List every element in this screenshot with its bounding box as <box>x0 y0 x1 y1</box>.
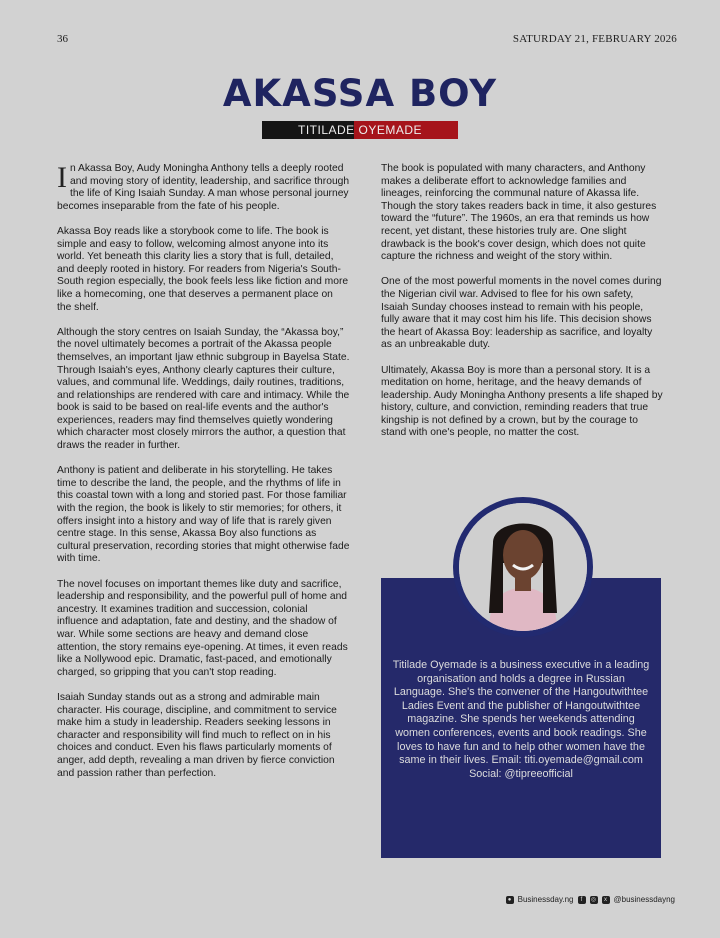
article-title: AKASSA BOY <box>222 72 498 115</box>
paragraph: Ultimately, Akassa Boy is more than a personal story. It is a meditation on home, heritage, and the heavy demands of leadership. Audy Moningha Anthony presents a life shaped by history, culture, and conviction, reminding readers that true kingship is not defined by a crown, but by the courage to stand with one's people, no matter the cost. <box>381 364 663 439</box>
paragraph: The book is populated with many characters, and Anthony makes a deliberate effort to acknowledge families and lineages, reinforcing the communal nature of Akassa life. Though the story takes readers back in time, it also gestures toward the “future”. The 1960s, an era that reminds us how recent, yet distant, these histories truly are. One slight drawback is the book's cover design, which does not quite capture the richness and weight of the story within. <box>381 163 657 263</box>
facebook-icon[interactable]: f <box>578 896 586 904</box>
paragraph: One of the most powerful moments in the novel comes during the Nigerian civil war. Advised to flee for his own safety, Isaiah Sunday chooses instead to remain with his people, fully aware that it may cost him his life. This decision shows the heart of Akassa Boy: leadership as sacrifice, and loyalty as an unbreakable duty. <box>381 276 662 351</box>
x-icon[interactable]: x <box>602 896 610 904</box>
article-column-right <box>381 163 663 453</box>
paragraph: Anthony is patient and deliberate in his storytelling. He takes time to describe the land, the people, and the rhythms of life in this coastal town with a long and storied past. For those familiar with the region, the book is likely to stir memories; for others, it offers insight into a history and way of life that is rarely given centre stage. In this sense, Akassa Boy also functions as cultural preservation, recording stories that might otherwise fade with time. <box>57 465 350 565</box>
footer-website[interactable]: Businessday.ng <box>517 895 574 904</box>
globe-icon: ● <box>506 896 514 904</box>
portrait-illustration <box>459 503 587 631</box>
author-name: TITILADE OYEMADE <box>297 123 423 137</box>
author-bio: Titilade Oyemade is a business executive in a leading organisation and holds a degree in Russian Language. She's the convener of the Hangoutwithtee Ladies Event and the publisher of Hangoutwithtee magazine. She spends her weekends attending women conferences, events and book readings. She loves to have fun and to help other women have the same in their lives. Email: titi.oyemade@gmail.com Social: @tipreeofficial <box>392 659 650 780</box>
author-byline <box>262 121 458 139</box>
author-photo <box>459 503 587 631</box>
issue-date: SATURDAY 21, FEBRUARY 2026 <box>512 33 677 45</box>
paragraph: In Akassa Boy, Audy Moningha Anthony tells a deeply rooted and moving story of identity, leadership, and sacrifice through the life of King Isaiah Sunday. A man whose personal journey becomes inseparable from the fate of his people. <box>57 161 350 212</box>
footer <box>506 895 675 904</box>
article-column-left <box>57 163 350 793</box>
footer-social-handle[interactable]: @businessdayng <box>613 895 675 904</box>
paragraph: Although the story centres on Isaiah Sunday, the “Akassa boy,” the novel ultimately becomes a portrait of the Akassa people themselves, an important Ijaw ethnic subgroup in Bayelsa State. Through Isaiah's eyes, Anthony clearly captures their culture, values, and communal life. Weddings, daily routines, traditions, and relationships are rendered with care and intimacy. While the book is said to be based on real-life events and the author's experiences, readers may find themselves quietly wondering which character most closely mirrors the author, a question that draws the reader in further. <box>57 326 350 452</box>
paragraph: The novel focuses on important themes like duty and sacrifice, leadership and responsibility, and the powerful pull of home and ancestry. It examines tradition and succession, colonial influence and adaptation, fate and destiny, and the shadow of war. While some sections are heavy and demand close attention, the story remains eye-opening. At times, it even reads like a Nollywood epic. Dramatic, fast-paced, and emotionally charged, so gripping that you can't stop reading. <box>57 578 348 678</box>
paragraph: Isaiah Sunday stands out as a strong and admirable main character. His courage, discipline, and commitment to service make him a study in leadership. Readers seeking lessons in character and responsibility will find much to reflect on in his choices and conduct. Even his flaws particularly moments of anger, add depth, revealing a man driven by fierce conviction and passion rather than perfection. <box>57 691 337 779</box>
page-number: 36 <box>57 33 68 45</box>
drop-cap: I <box>57 161 67 194</box>
paragraph: Akassa Boy reads like a storybook come to life. The book is simple and easy to follow, welcoming almost anyone into its world. Yet beneath this clarity lies a story that is full, detailed, and deeply rooted in history. For readers from Nigeria's South-South region especially, the book feels less like fiction and more like a homecoming, one that deserves a permanent place on the shelf. <box>57 225 349 313</box>
instagram-icon[interactable]: ◎ <box>590 896 597 903</box>
